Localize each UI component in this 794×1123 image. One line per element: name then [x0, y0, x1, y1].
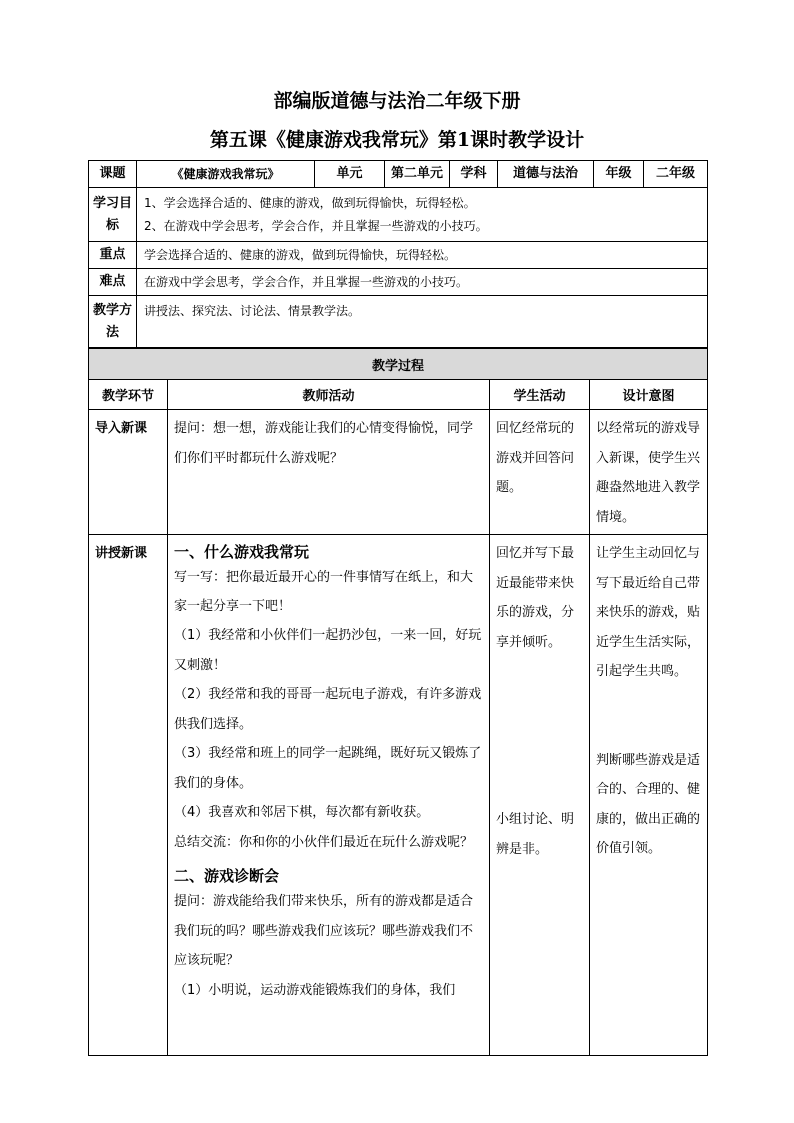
section1-title: 一、什么游戏我常玩: [174, 543, 310, 561]
goals-text: [137, 188, 708, 242]
design-intent-2: 判断哪些游戏是适合的、合理的、健康的，做出正确的价值引领。: [596, 752, 701, 856]
student-activity-2: 小组讨论、明辨是非。: [496, 812, 575, 857]
info-row-goals: [89, 188, 708, 242]
topic-value: 《健康游戏我常玩》: [137, 161, 315, 188]
goal-item: 1、学会选择合适的、健康的游戏，做到玩得愉快，玩得轻松。: [144, 195, 476, 210]
intro-row: [89, 410, 708, 535]
info-row-header: [89, 161, 708, 188]
difficulty-text: 在游戏中学会思考，学会合作，并且掌握一些游戏的小技巧。: [137, 269, 708, 296]
col-stage: 教学环节: [89, 380, 168, 410]
goal-item: 2、在游戏中学会思考，学会合作，并且掌握一些游戏的小技巧。: [144, 218, 488, 233]
unit-value: 第二单元: [385, 161, 450, 188]
section1-line: （4）我喜欢和邻居下棋，每次都有新收获。: [174, 805, 430, 820]
new-lesson-row: [89, 535, 708, 1056]
lesson-info-table: [88, 160, 708, 348]
col-teacher: 教师活动: [168, 380, 490, 410]
section2-title: 二、游戏诊断会: [174, 867, 280, 885]
new-lesson-label: 讲授新课: [89, 535, 168, 1056]
section1-line: 总结交流：你和你的小伙伴们最近在玩什么游戏呢？: [174, 834, 474, 850]
new-lesson-teacher: [168, 535, 490, 1056]
process-header-row: [89, 349, 708, 380]
label-grade: 年级: [594, 161, 644, 188]
info-row-method: [89, 296, 708, 348]
page-subtitle: 第五课《健康游戏我常玩》第1课时教学设计: [209, 129, 585, 151]
intro-student: 回忆经常玩的游戏并回答问题。: [490, 410, 590, 535]
intro-label: 导入新课: [89, 410, 168, 535]
label-key: 重点: [89, 242, 137, 269]
teaching-process-table: [88, 348, 708, 1056]
info-row-key: [89, 242, 708, 269]
label-topic: 课题: [89, 161, 137, 188]
intro-teacher: 提问：想一想，游戏能让我们的心情变得愉悦，同学们你们平时都玩什么游戏呢？: [168, 410, 490, 535]
student-activity-1: 回忆并写下最近最能带来快乐的游戏，分享并倾听。: [496, 546, 575, 650]
label-difficulty: 难点: [89, 269, 137, 296]
section1-line: 写一写：把你最近最开心的一件事情写在纸上，和大家一起分享一下吧！: [174, 570, 474, 614]
grade-value: 二年级: [644, 161, 708, 188]
label-method: 教学方法: [89, 296, 137, 348]
subject-value: 道德与法治: [498, 161, 594, 188]
info-row-difficulty: [89, 269, 708, 296]
new-lesson-student: [490, 535, 590, 1056]
key-text: 学会选择合适的、健康的游戏，做到玩得愉快，玩得轻松。: [137, 242, 708, 269]
label-goals: 学习目标: [89, 188, 137, 242]
col-student: 学生活动: [490, 380, 590, 410]
process-header: 教学过程: [89, 349, 708, 380]
section1-line: （1）我经常和小伙伴们一起扔沙包，一来一回，好玩又刺激！: [174, 628, 482, 673]
label-unit: 单元: [315, 161, 385, 188]
section2-line: （1）小明说，运动游戏能锻炼我们的身体，我们: [174, 982, 456, 998]
intro-intent: 以经常玩的游戏导入新课，使学生兴趣盎然地进入教学情境。: [590, 410, 708, 535]
section1-line: （2）我经常和我的哥哥一起玩电子游戏，有许多游戏供我们选择。: [174, 687, 482, 732]
label-subject: 学科: [450, 161, 498, 188]
section2-line: 提问：游戏能给我们带来快乐，所有的游戏都是适合我们玩的吗？哪些游戏我们应该玩？哪些游戏我们不应该玩呢？: [174, 894, 474, 968]
process-columns-row: [89, 380, 708, 410]
section1-line: （3）我经常和班上的同学一起跳绳，既好玩又锻炼了我们的身体。: [174, 746, 482, 791]
col-intent: 设计意图: [590, 380, 708, 410]
new-lesson-intent: [590, 535, 708, 1056]
page-title: 部编版道德与法治二年级下册: [273, 90, 521, 112]
method-text: 讲授法、探究法、讨论法、情景教学法。: [137, 296, 708, 348]
design-intent-1: 让学生主动回忆与写下最近给自己带来快乐的游戏，贴近学生生活实际，引起学生共鸣。: [596, 546, 701, 679]
